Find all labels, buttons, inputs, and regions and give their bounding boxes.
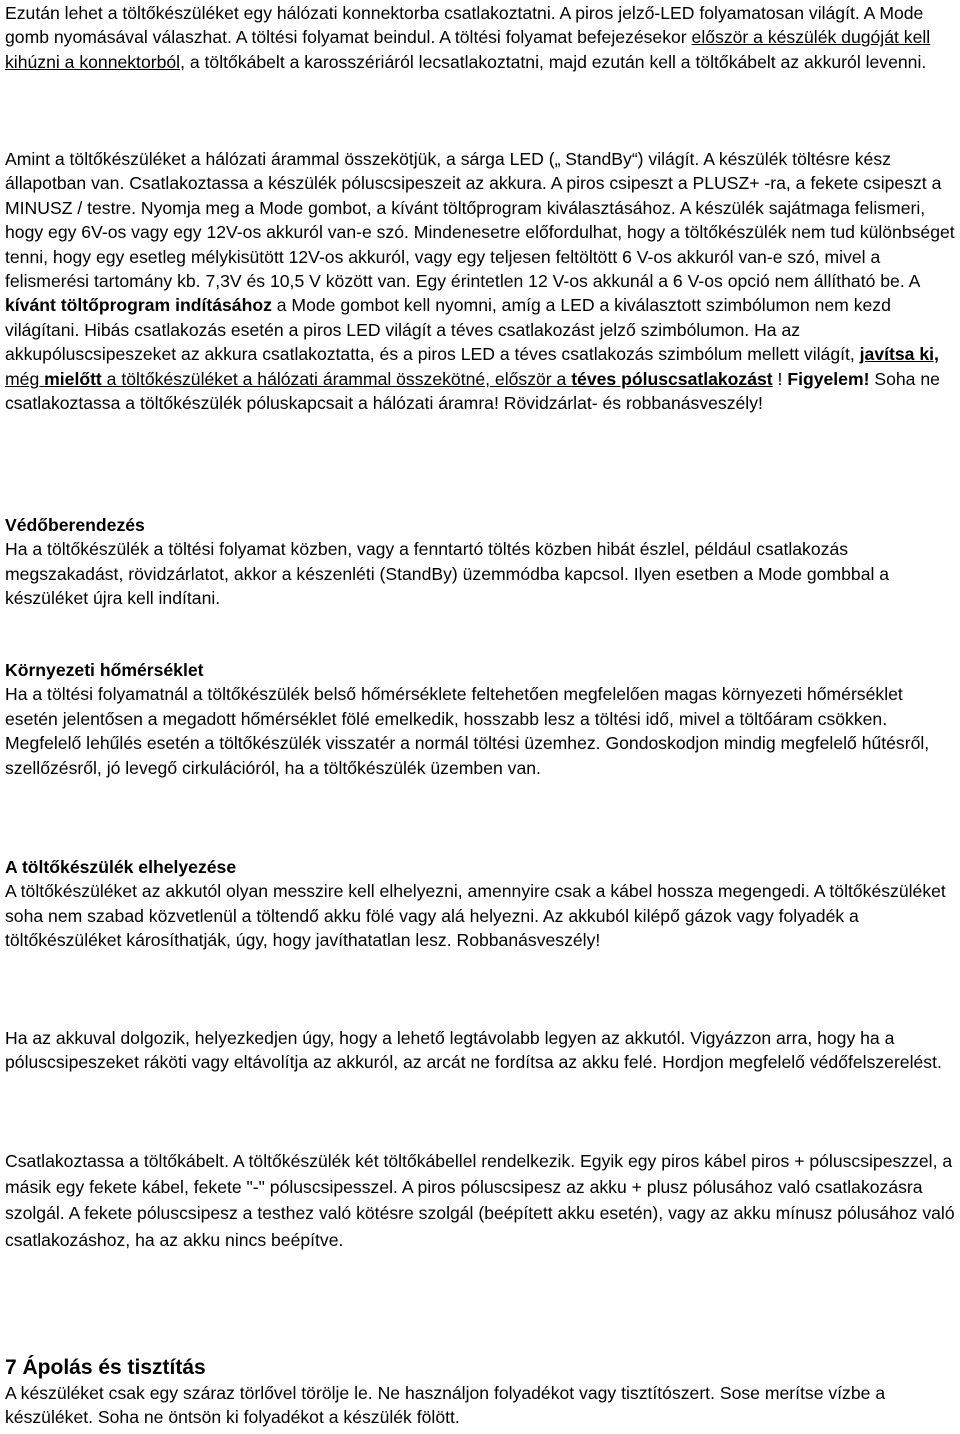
section-heading: Környezeti hőmérséklet [5,660,204,680]
section-heading: 7 Ápolás és tisztítás [5,1356,206,1379]
section-body: Ha a töltési folyamatnál a töltőkészülék belső hőmérséklete feltehetően megfelelően magas környezeti hőmérséklet esetén jelentősen a megadott hőmérséklet fölé emelkedik, hosszabb lesz a töltési idő, mivel a töltőáram csökken. Megfelelő lehűlés esetén a töltőkészülék visszatér a normál töltési üzemhez. Gondoskodjon mindig megfelelő hűtésről, szellőzésről, jó levegő cirkulációról, ha a töltőkészülék üzemben van. [5,684,930,778]
section-care-cleaning [5,1355,957,1430]
text: a Mode gombot kell nyomni, amíg a LED a kiválasztott szimbólumon nem kezd világítani. Hibás csatlakozás esetén a piros LED világít a téves csatlakozást jelző szimbólumon. Ha az akkupóluscsipeszeket az akkura csatlakoztatta, és a piros LED a téves csatlakozás szimbólum mellett világít, [5,295,891,365]
section-body: A készüléket csak egy száraz törlővel törölje le. Ne használjon folyadékot vagy tisztítószert. Sose merítse vízbe a készüléket. Soha ne öntsön ki folyadékot a készülék fölött. [5,1383,886,1428]
warning-text: Figyelem! [787,368,870,389]
section-heading: A töltőkészülék elhelyezése [5,857,237,877]
underlined-text: a töltőkészüléket a hálózati árammal összekötné, először a [101,368,572,389]
underlined-text: először a készülék dugóját kell kihúzni a konnektorból, [5,27,931,72]
section-placement [5,855,957,953]
text: Soha ne csatlakoztassa a töltőkészülék póluskapcsait a hálózati áramra! Rövidzárlat- és robbanásveszély! [5,368,940,414]
section-body: Ha a töltőkészülék a töltési folyamat közben, vagy a fenntartó töltés közben hibát észlel, például csatlakozás megszakadást, rövidzárlatot, akkor a készenléti (StandBy) üzemmódba kapcsol. Ilyen esetben a Mode gombbal a készüléket újra kell indítani. [5,539,890,609]
paragraph-safety [5,1026,957,1075]
paragraph-body: Ha az akkuval dolgozik, helyezkedjen úgy, hogy a lehető legtávolabb legyen az akkutól. Vigyázzon arra, hogy ha a póluscsipeszeket ráköti vagy eltávolítja az akkuról, az arcát ne fordítsa az akku felé. Hordjon megfelelő védőfelszerelést. [5,1028,942,1073]
section-body: A töltőkészüléket az akkutól olyan messzire kell elhelyezni, amennyire csak a kábel hossza megengedi. A töltőkészüléket soha nem szabad közvetlenül a töltendő akku fölé vagy alá helyezni. Az akkuból kilépő gázok vagy folyadék a töltőkészüléket károsíthatják, úgy, hogy javíthatatlan lesz. Robbanásveszély! [5,881,946,951]
paragraph-cables [5,1148,957,1253]
bold-text: kívánt töltőprogram indításához [5,295,272,316]
section-protection [5,513,957,611]
paragraph-charging-start [5,1,957,74]
section-ambient-temperature [5,658,957,780]
text: Amint a töltőkészüléket a hálózati árammal összekötjük, a sárga LED („ StandBy“) világít. A készülék töltésre kész állapotban van. Csatlakoztassa a készülék póluscsipeszeit az akkura. A piros csipeszt a PLUSZ+ -ra, a fekete csipeszt a MINUSZ / testre. Nyomja meg a Mode gombot, a kívánt töltőprogram kiválasztásához. A készülék sajátmaga felismeri, hogy egy 6V-os vagy egy 12V-os akkuról van-e szó. Mindenesetre előfordulhat, hogy a töltőkészülék nem tud különbséget tenni, hogy egy esetleg mélykisütött 12V-os akkuról, vagy egy teljesen feltöltött 6 V-os akkuról van-e szó, mivel a felismerési tartomány kb. 7,3V és 10,5 V között van. Egy érintetlen 12 V-os akkunál a 6 V-os opció nem állítható be. A [5,149,955,292]
text: a töltőkábelt a karosszériáról lecsatlakoztatni, majd ezután kell a töltőkábelt az akkuról levenni. [184,51,927,72]
bold-underlined-text: mielőtt [44,368,102,389]
text: ! [772,368,788,389]
bold-underlined-text: téves póluscsatlakozást [571,368,773,389]
section-heading: Védőberendezés [5,515,145,535]
text: Ezután lehet a töltőkészüléket egy hálózati konnektorba csatlakoztatni. A piros jelző-LED folyamatosan világít. A Mode gomb nyomásával válaszhat. A töltési folyamat beindul. A töltési folyamat befejezésekor [5,3,924,48]
paragraph-body: Csatlakoztassa a töltőkábelt. A töltőkészülék két töltőkábellel rendelkezik. Egyik egy piros kábel piros + póluscsipeszzel, a másik egy fekete kábel, fekete "-" póluscsipesszel. A piros póluscsipesz az akku + plusz pólusához való csatlakozásra szolgál. A fekete póluscsipesz a testhez való kötésre szolgál (beépített akku esetén), vagy az akku mínusz pólusához való csatlakozáshoz, ha az akku nincs beépítve. [5,1151,955,1250]
underlined-text: még [5,368,45,389]
paragraph-connection [5,147,957,415]
bold-underlined-text: javítsa ki, [859,344,939,365]
